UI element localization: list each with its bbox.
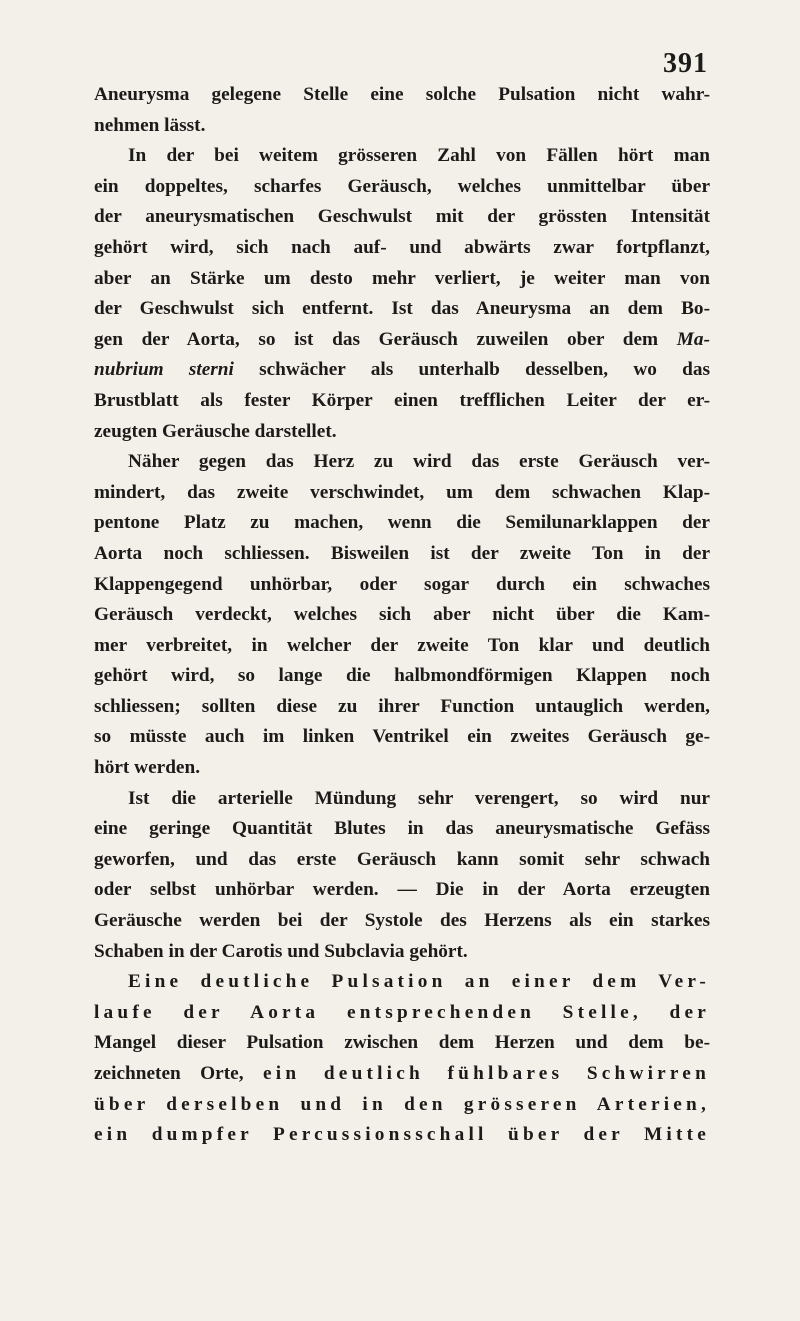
text-line: ein doppeltes, scharfes Geräusch, welches unmittelbar über [94,175,710,197]
text-line: pentone Platz zu machen, wenn die Semilunarklappen der [94,512,710,534]
text-line: Brustblatt als fester Körper einen trefflichen Leiter der er- [94,389,710,411]
text-line: mindert, das zweite verschwindet, um dem schwachen Klap- [94,481,710,503]
text-line: Geräusch verdeckt, welches sich aber nicht über die Kam- [94,604,710,626]
text-line: oder selbst unhörbar werden. — Die in der Aorta erzeugten [94,879,710,901]
text-segment: gen der Aorta, so ist das Geräusch zuweilen ober dem [94,328,659,350]
paragraph-start-line: Ist die arterielle Mündung sehr verengert, so wird nur [128,787,710,809]
text-line: der Geschwulst sich entfernt. Ist das Aneurysma an dem Bo- [94,298,710,320]
text-line: mer verbreitet, in welcher der zweite Ton klar und deutlich [94,634,710,656]
text-line: so müsste auch im linken Ventrikel ein zweites Geräusch ge- [94,726,710,748]
text-segment: schwächer als unterhalb desselben, wo das [259,359,710,381]
text-line: aber an Stärke um desto mehr verliert, je weiter man von [94,267,710,289]
page-number: 391 [663,48,708,79]
text-line: Aorta noch schliessen. Bisweilen ist der zweite Ton in der [94,542,710,564]
text-line: gehört wird, so lange die halbmondförmigen Klappen noch [94,665,710,687]
text-line: eine geringe Quantität Blutes in das aneurysmatische Gefäss [94,818,710,840]
italic-term: nubrium sterni [94,359,234,381]
text-line: zeugten Geräusche darstellet. [94,420,337,442]
text-line: Klappengegend unhörbar, oder sogar durch ein schwaches [94,573,710,595]
text-line: schliessen; sollten diese zu ihrer Function untauglich werden, [94,695,710,717]
text-line: hört werden. [94,757,201,779]
spaced-text-segment: ein deutlich fühlbares Schwirren [263,1063,710,1084]
text-line [94,355,710,386]
spaced-paragraph-start-line: Eine deutliche Pulsation an einer dem Ver- [128,971,710,993]
text-line: nehmen lässt. [94,114,206,136]
text-line [94,325,710,356]
text-line: der aneurysmatischen Geschwulst mit der grössten Intensität [94,206,710,228]
text-line: Schaben in der Carotis und Subclavia gehört. [94,940,468,962]
paragraph-start-line: In der bei weitem grösseren Zahl von Fällen hört man [128,145,710,167]
page-text [94,80,710,1151]
text-line: Aneurysma gelegene Stelle eine solche Pulsation nicht wahr- [94,84,710,105]
text-segment: zeichneten Orte, [94,1063,244,1084]
spaced-text-line: laufe der Aorta entsprechenden Stelle, der [94,1001,710,1023]
italic-term: Ma- [676,328,710,350]
spaced-text-line: über derselben und in den grösseren Arterien, [94,1093,710,1115]
text-line: Mangel dieser Pulsation zwischen dem Herzen und dem be- [94,1032,710,1054]
paragraph-start-line: Näher gegen das Herz zu wird das erste Geräusch ver- [128,451,710,473]
text-line: gehört wird, sich nach auf- und abwärts zwar fortpflanzt, [94,236,710,258]
text-line: Geräusche werden bei der Systole des Herzens als ein starkes [94,910,710,932]
text-line [94,1059,710,1090]
spaced-text-line: ein dumpfer Percussionsschall über der Mitte [94,1124,710,1146]
text-line: geworfen, und das erste Geräusch kann somit sehr schwach [94,848,710,870]
